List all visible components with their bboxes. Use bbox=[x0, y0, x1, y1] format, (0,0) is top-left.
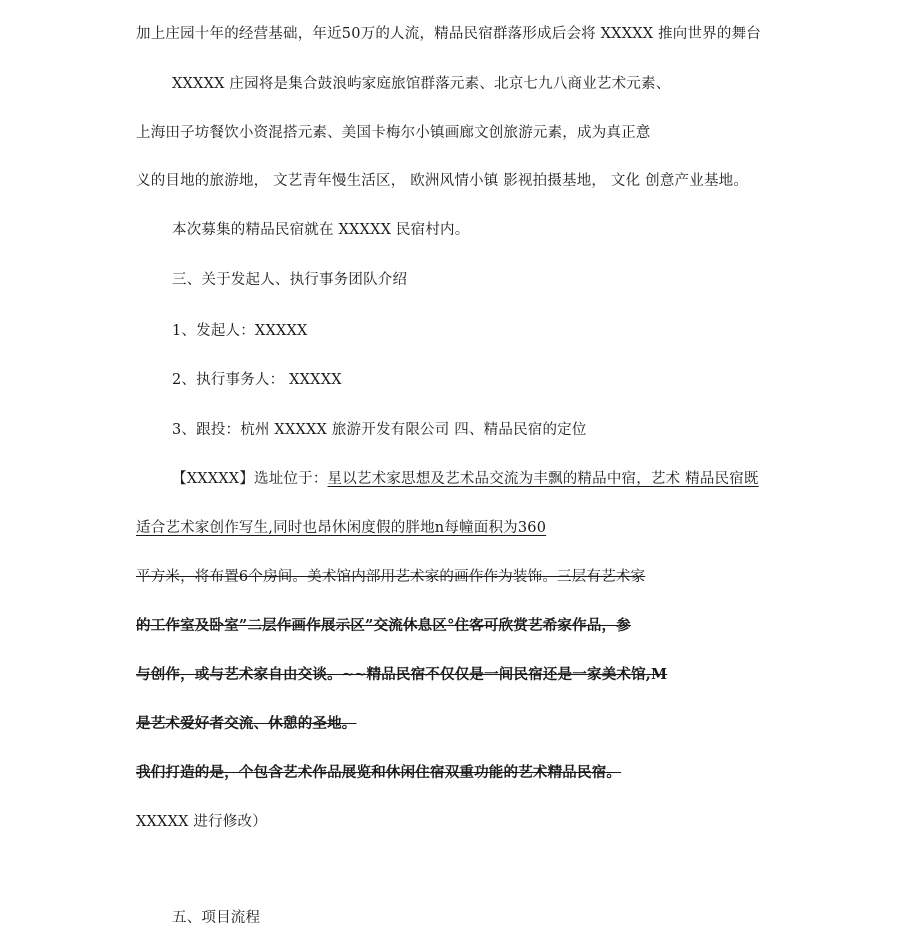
revision-note: XXXXX 进行修改） bbox=[136, 814, 267, 830]
paragraph-line-1: 加上庄园十年的经营基础，年近50万的人流，精品民宿群落形成后会将 XXXXX 推向世界的舞台 bbox=[136, 26, 761, 42]
positioning-line-5: 与创作，或与艺术家自由交谈。~~精品民宿不仅仅是一间民宿还是一家美术馆,M bbox=[136, 666, 668, 683]
positioning-line-2: 适合艺术家创作写生,同时也昂休闲度假的胖地n每幢面积为360 bbox=[136, 520, 547, 536]
section-heading-5: 五、项目流程 bbox=[172, 910, 261, 926]
positioning-line-4: 的工作室及卧室”二层作画作展示区”交流休息区°住客可欣赏艺希家作品，参 bbox=[136, 617, 631, 634]
positioning-prefix: 【XXXXX】选址位于： bbox=[172, 471, 328, 487]
positioning-underlined-text: 星以艺术家思想及艺术品交流为丰飘的精品中宿，艺术 精品民宿既 bbox=[327, 471, 759, 487]
list-item-initiator: 1、发起人：XXXXX bbox=[172, 323, 308, 339]
paragraph-line-5: 本次募集的精品民宿就在 XXXXX 民宿村内。 bbox=[172, 222, 470, 238]
positioning-line-1 bbox=[172, 469, 759, 489]
paragraph-line-2: XXXXX 庄园将是集合鼓浪屿家庭旅馆群落元素、北京七九八商业艺术元素、 bbox=[172, 76, 671, 92]
section-heading-3: 三、关于发起人、执行事务团队介绍 bbox=[172, 272, 408, 288]
paragraph-line-3: 上海田子坊餐饮小资混搭元素、美国卡梅尔小镇画廊文创旅游元素，成为真正意 bbox=[136, 125, 651, 141]
positioning-line-3: 平方米，将布置6个房间。美术馆内部用艺术家的画作作为装饰。三层有艺术家 bbox=[136, 569, 646, 585]
list-item-executor: 2、执行事务人： XXXXX bbox=[172, 372, 342, 388]
paragraph-line-4: 义的目地的旅游地， 文艺青年慢生活区， 欧洲风情小镇 影视拍摄基地， 文化 创意产业基地。 bbox=[136, 173, 749, 189]
positioning-line-6: 是艺术爱好者交流、休憩的圣地。 bbox=[136, 715, 357, 732]
positioning-line-7: 我们打造的是，个包含艺术作品展览和休闲住宿双重功能的艺术精品民宿。 bbox=[136, 764, 622, 781]
list-item-co-investor: 3、跟投：杭州 XXXXX 旅游开发有限公司 四、精品民宿的定位 bbox=[172, 422, 587, 438]
